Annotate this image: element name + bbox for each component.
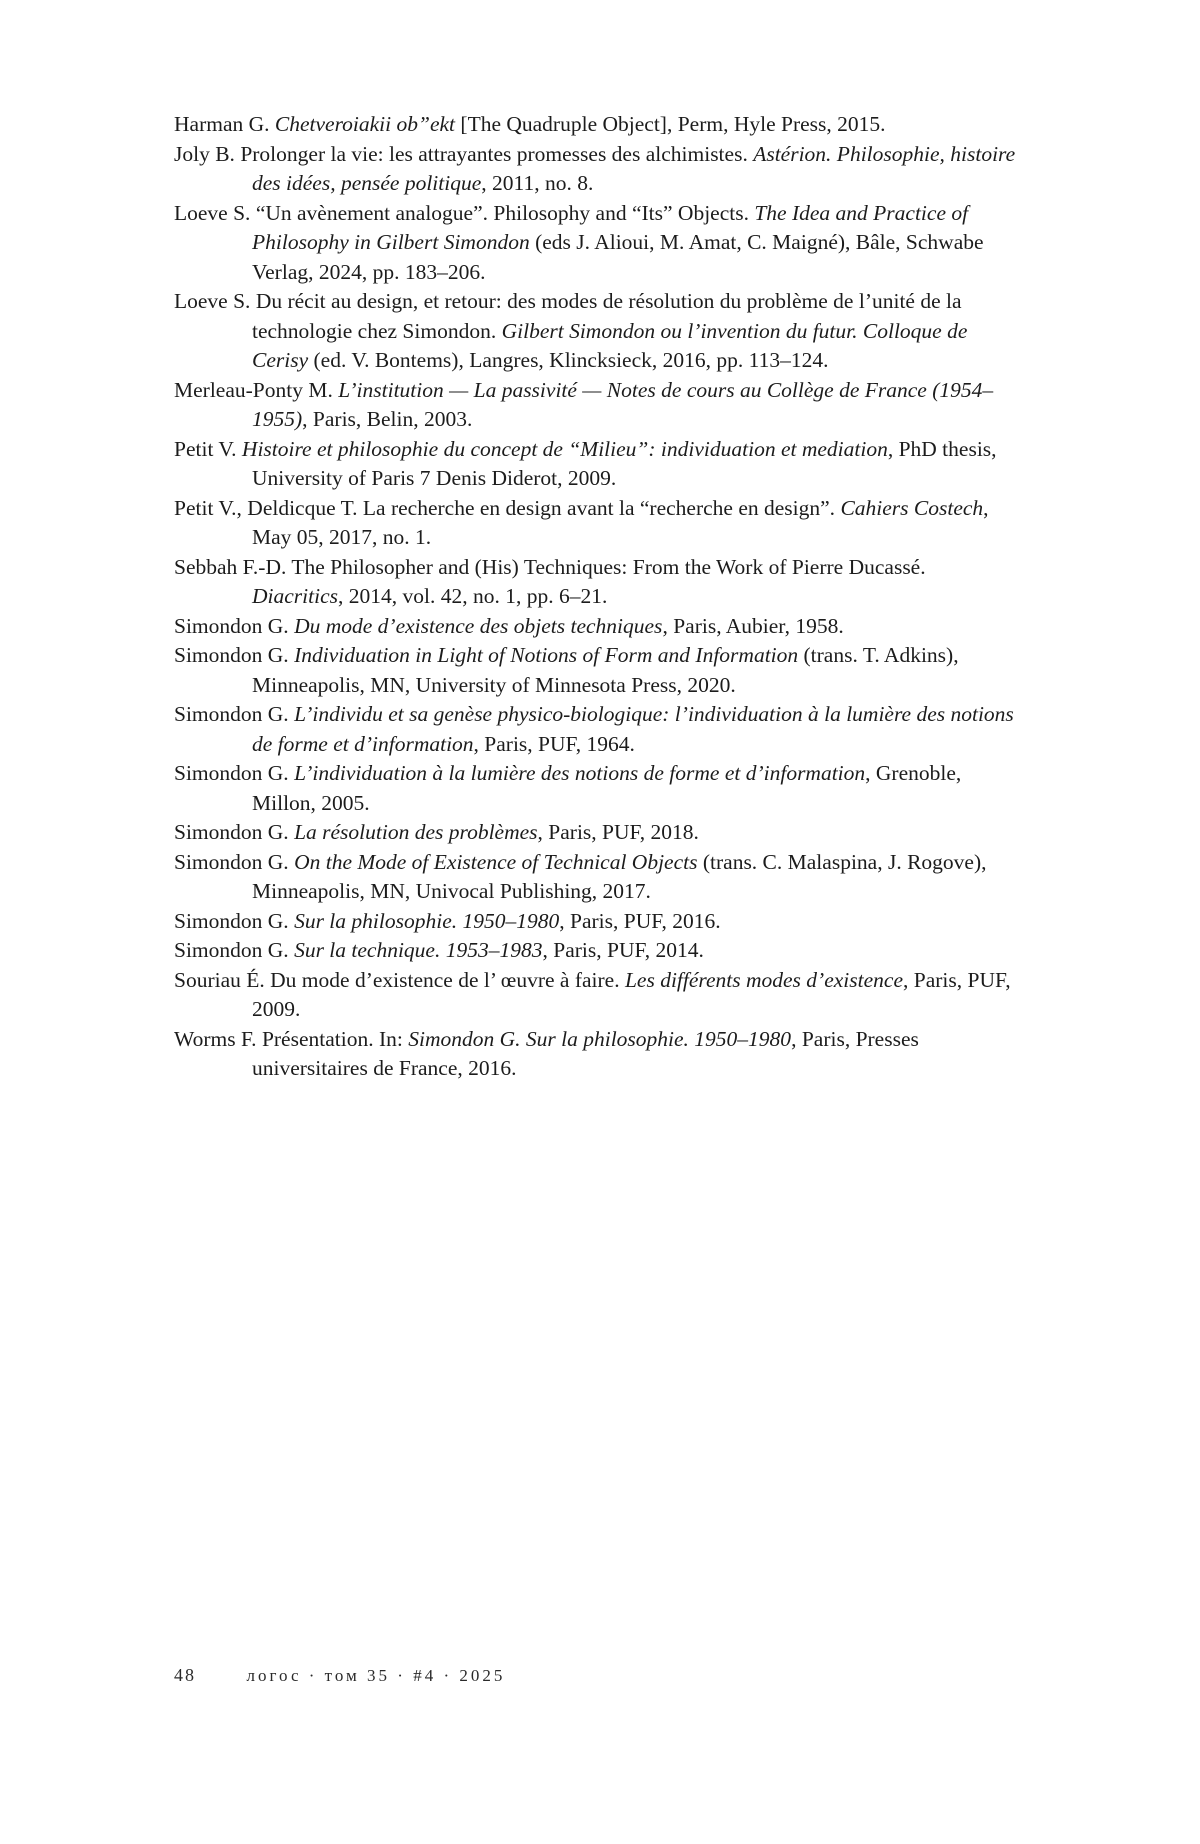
reference-text: , Grenoble, Millon, 2005. bbox=[252, 761, 962, 815]
reference-author: Petit V., Deldicque T. bbox=[174, 495, 358, 520]
reference-title: Simondon G. Sur la philosophie. 1950–1980 bbox=[408, 1026, 792, 1051]
reference-author: Harman G. bbox=[174, 112, 270, 136]
reference-list bbox=[174, 110, 1020, 1084]
reference-title: Individuation in Light of Notions of Form and Information bbox=[294, 643, 799, 667]
reference-title: Gilbert Simondon ou l’invention du futur. Colloque de Cerisy bbox=[252, 318, 968, 372]
reference-text: , May 05, 2017, no. 1. bbox=[252, 495, 989, 549]
reference-entry bbox=[174, 494, 1020, 553]
reference-entry bbox=[174, 553, 1020, 612]
reference-title: L’individu et sa genèse physico-biologique: l’individuation à la lumière des notions de forme et d’information bbox=[252, 702, 1014, 756]
reference-text: , Paris, PUF, 2018. bbox=[537, 820, 699, 844]
reference-title: Du mode d’existence des objets techniques bbox=[294, 613, 663, 638]
reference-text: , PhD thesis, University of Paris 7 Denis Diderot, 2009. bbox=[252, 436, 997, 490]
reference-text: , Paris, PUF, 2009. bbox=[252, 967, 1011, 1021]
reference-author: Loeve S. bbox=[174, 200, 251, 225]
reference-text: [The Quadruple Object], Perm, Hyle Press, 2015. bbox=[455, 112, 886, 136]
reference-author: Simondon G. bbox=[174, 938, 289, 962]
reference-title: La résolution des problèmes bbox=[294, 820, 538, 844]
reference-text: , Paris, PUF, 2016. bbox=[559, 908, 721, 933]
reference-entry bbox=[174, 435, 1020, 494]
reference-entry bbox=[174, 966, 1020, 1025]
reference-title: L’individuation à la lumière des notions de forme et d’information bbox=[294, 761, 866, 785]
reference-entry bbox=[174, 759, 1020, 818]
reference-entry bbox=[174, 700, 1020, 759]
reference-entry bbox=[174, 1025, 1020, 1084]
reference-entry bbox=[174, 848, 1020, 907]
reference-text: , Paris, Belin, 2003. bbox=[302, 407, 473, 431]
reference-author: Merleau-Ponty M. bbox=[174, 377, 333, 402]
reference-entry bbox=[174, 140, 1020, 199]
reference-entry bbox=[174, 936, 1020, 966]
reference-entry bbox=[174, 287, 1020, 376]
reference-title: Diacritics bbox=[252, 584, 338, 608]
reference-text: , Paris, PUF, 1964. bbox=[473, 731, 635, 756]
reference-text: , 2011, no. 8. bbox=[481, 171, 594, 195]
reference-title: On the Mode of Existence of Technical Objects bbox=[294, 849, 698, 874]
reference-entry bbox=[174, 199, 1020, 288]
reference-entry bbox=[174, 612, 1020, 642]
reference-text: Du récit au design, et retour: des modes de résolution du problème de l’unité de la technologie chez Simondon. bbox=[250, 289, 962, 343]
reference-author: Simondon G. bbox=[174, 761, 289, 785]
page-number: 48 bbox=[174, 1665, 196, 1685]
running-head: логос · том 35 · #4 · 2025 bbox=[246, 1666, 506, 1685]
reference-text: , Paris, Aubier, 1958. bbox=[662, 613, 844, 638]
reference-title: Sur la philosophie. 1950–1980 bbox=[294, 908, 560, 933]
reference-title: Astérion. Philosophie, histoire des idées, pensée politique bbox=[252, 141, 1016, 195]
reference-text: , 2014, vol. 42, no. 1, pp. 6–21. bbox=[338, 584, 608, 608]
reference-text: “Un avènement analogue”. Philosophy and “Its” Objects. bbox=[250, 200, 755, 225]
reference-entry bbox=[174, 110, 1020, 140]
reference-author: Simondon G. bbox=[174, 702, 289, 726]
reference-title: Les différents modes d’existence bbox=[624, 967, 903, 992]
reference-author: Souriau É. bbox=[174, 967, 265, 992]
reference-entry bbox=[174, 376, 1020, 435]
reference-text: , Paris, PUF, 2014. bbox=[542, 938, 704, 962]
reference-text: Présentation. In: bbox=[256, 1026, 409, 1051]
reference-author: Simondon G. bbox=[174, 643, 289, 667]
reference-text: (eds J. Alioui, M. Amat, C. Maigné), Bâle, Schwabe Verlag, 2024, pp. 183–206. bbox=[252, 230, 984, 284]
reference-entry bbox=[174, 818, 1020, 848]
reference-entry bbox=[174, 907, 1020, 937]
reference-title: Histoire et philosophie du concept de “Milieu”: individuation et mediation bbox=[241, 436, 888, 461]
reference-entry bbox=[174, 641, 1020, 700]
reference-text: La recherche en design avant la “recherche en design”. bbox=[357, 495, 841, 520]
page-footer bbox=[174, 1665, 505, 1686]
reference-title: L’institution — La passivité — Notes de cours au Collège de France (1954–1955) bbox=[252, 377, 994, 431]
reference-author: Joly B. bbox=[174, 141, 235, 166]
reference-title: The Idea and Practice of Philosophy in Gilbert Simondon bbox=[252, 200, 969, 254]
reference-text: Du mode d’existence de l’ œuvre à faire. bbox=[264, 967, 625, 992]
reference-text: , Paris, Presses universitaires de France, 2016. bbox=[252, 1026, 919, 1080]
reference-title: Cahiers Costech bbox=[840, 495, 984, 520]
reference-author: Loeve S. bbox=[174, 289, 251, 313]
reference-author: Worms F. bbox=[174, 1026, 257, 1051]
reference-title: Chetveroiakii ob”ekt bbox=[274, 112, 456, 136]
reference-text: (ed. V. Bontems), Langres, Klincksieck, 2016, pp. 113–124. bbox=[308, 348, 829, 372]
reference-author: Simondon G. bbox=[174, 908, 289, 933]
reference-text: (trans. C. Malaspina, J. Rogove), Minneapolis, MN, Univocal Publishing, 2017. bbox=[252, 849, 987, 903]
reference-text: (trans. T. Adkins), Minneapolis, MN, University of Minnesota Press, 2020. bbox=[252, 643, 959, 697]
reference-author: Sebbah F.-D. bbox=[174, 554, 287, 579]
reference-text: Prolonger la vie: les attrayantes promesses des alchimistes. bbox=[234, 141, 754, 166]
reference-author: Simondon G. bbox=[174, 613, 289, 638]
reference-text: The Philosopher and (His) Techniques: From the Work of Pierre Ducassé. bbox=[286, 554, 926, 579]
reference-title: Sur la technique. 1953–1983 bbox=[294, 938, 543, 962]
reference-author: Simondon G. bbox=[174, 820, 289, 844]
reference-author: Petit V. bbox=[174, 436, 237, 461]
reference-author: Simondon G. bbox=[174, 849, 289, 874]
